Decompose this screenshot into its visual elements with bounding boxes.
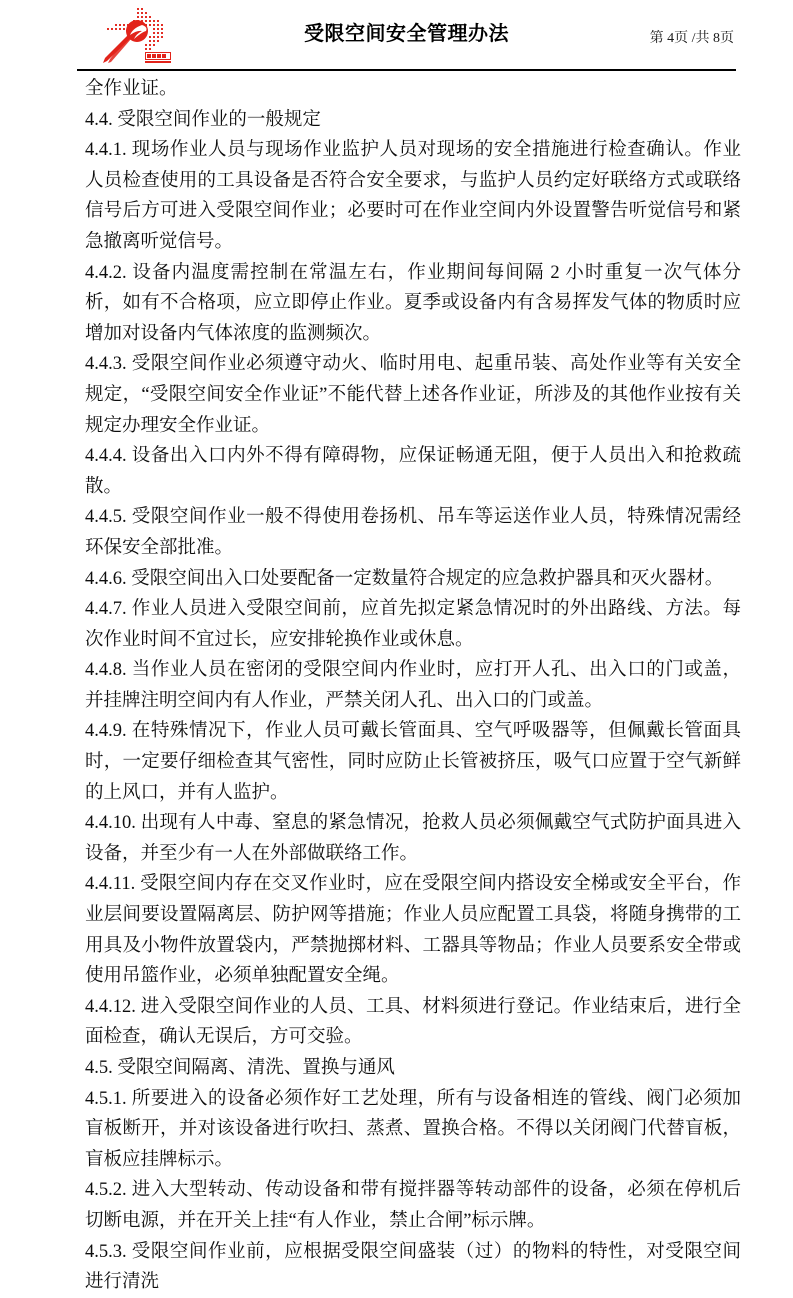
paragraph: 4.4.3. 受限空间作业必须遵守动火、临时用电、起重吊装、高处作业等有关安全规定，“受限空间安全作业证”不能代替上述各作业证，所涉及的其他作业按有关规定办理安全作业证。 <box>85 354 741 436</box>
paragraph: 4.5.2. 进入大型转动、传动设备和带有搅拌器等转动部件的设备，必须在停机后切断电源，并在开关上挂“有人作业，禁止合闸”标示牌。 <box>85 1180 741 1231</box>
paragraph: 4.4.9. 在特殊情况下，作业人员可戴长管面具、空气呼吸器等，但佩戴长管面具时，一定要仔细检查其气密性，同时应防止长管被挤压，吸气口应置于空气新鲜的上风口，并有人监护。 <box>85 721 741 803</box>
page-title: 受限空间安全管理办法 <box>304 23 509 45</box>
section-heading-4-4: 4.4. 受限空间作业的一般规定 <box>85 109 321 130</box>
paragraph: 全作业证。 <box>85 79 178 99</box>
paragraph: 4.4.10. 出现有人中毒、窒息的紧急情况，抢救人员必须佩戴空气式防护面具进入设备，并至少有一人在外部做联络工作。 <box>85 813 741 864</box>
paragraph: 4.4.4. 设备出入口内外不得有障碍物，应保证畅通无阻，便于人员出入和抢救疏散。 <box>85 446 741 497</box>
page-header <box>77 0 736 71</box>
paragraph: 4.4.2. 设备内温度需控制在常温左右，作业期间每间隔 2 小时重复一次气体分析，如有不合格项，应立即停止作业。夏季或设备内有含易挥发气体的物质时应增加对设备内气体浓度的监测频次。 <box>85 262 741 344</box>
paragraph: 4.4.8. 当作业人员在密闭的受限空间内作业时，应打开人孔、出入口的门或盖，并挂牌注明空间内有人作业，严禁关闭人孔、出入口的门或盖。 <box>85 660 741 711</box>
document-body <box>85 74 741 1298</box>
paragraph: 4.5.3. 受限空间作业前，应根据受限空间盛装（过）的物料的特性，对受限空间进行清洗 <box>85 1241 741 1293</box>
section-heading-4-5: 4.5. 受限空间隔离、清洗、置换与通风 <box>85 1058 395 1078</box>
paragraph: 4.4.5. 受限空间作业一般不得使用卷扬机、吊车等运送作业人员，特殊情况需经环保安全部批准。 <box>85 507 741 558</box>
paragraph: 4.5.1. 所要进入的设备必须作好工艺处理，所有与设备相连的管线、阀门必须加盲板断开，并对该设备进行吹扫、蒸煮、置换合格。不得以关闭阀门代替盲板，盲板应挂牌标示。 <box>85 1088 741 1170</box>
paragraph: 4.4.12. 进入受限空间作业的人员、工具、材料须进行登记。作业结束后，进行全面检查，确认无误后，方可交验。 <box>85 996 741 1048</box>
paragraph: 4.4.6. 受限空间出入口处要配备一定数量符合规定的应急救护器具和灭火器材。 <box>85 568 724 589</box>
paragraph: 4.4.11. 受限空间内存在交叉作业时，应在受限空间内搭设安全梯或安全平台，作业层间要设置隔离层、防护网等措施；作业人员应配置工具袋，将随身携带的工用具及小物件放置袋内，严禁抛掷材料、工器具等物品；作业人员要系安全带或使用吊篮作业，必须单独配置安全绳。 <box>85 874 741 987</box>
paragraph: 4.4.7. 作业人员进入受限空间前，应首先拟定紧急情况时的外出路线、方法。每次作业时间不宜过长，应安排轮换作业或休息。 <box>85 599 741 650</box>
page-number-indicator: 第 4页 /共 8页 <box>649 31 734 46</box>
paragraph: 4.4.1. 现场作业人员与现场作业监护人员对现场的安全措施进行检查确认。作业人员检查使用的工具设备是否符合安全要求，与监护人员约定好联络方式或联络信号后方可进入受限空间作业；必要时可在作业空间内外设置警告听觉信号和紧急撤离听觉信号。 <box>85 140 741 252</box>
